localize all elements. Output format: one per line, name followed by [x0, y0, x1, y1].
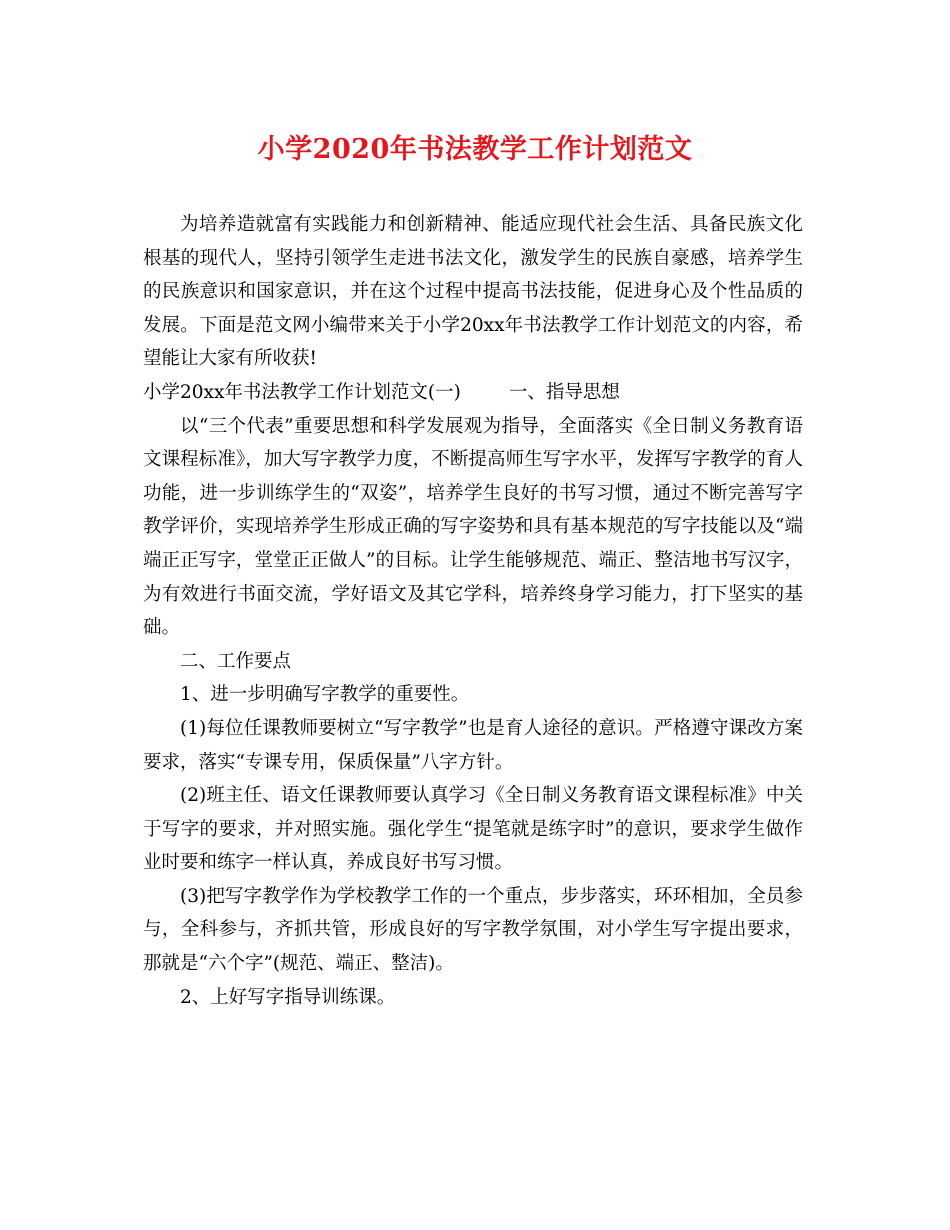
- intro-block: [143, 208, 803, 1014]
- document-title: 小学2020年书法教学工作计划范文: [257, 134, 693, 165]
- item-1: (1)每位任课教师要树立“写字教学”也是育人途径的意识。严格遵守课改方案要求，落实“专课专用，保质保量”八字方针。: [143, 717, 803, 773]
- item-2: (2)班主任、语文任课教师要认真学习《全日制义务教育语文课程标准》中关于写字的要求，并对照实施。强化学生“提笔就是练字时”的意识，要求学生做作业时要和练字一样认真，养成良好书写习惯。: [143, 785, 803, 874]
- subtitle-line: [143, 376, 803, 410]
- point-1: 1、进一步明确写字教学的重要性。: [180, 684, 470, 706]
- paragraph-guiding-ideology: 以“三个代表”重要思想和科学发展观为指导，全面落实《全日制义务教育语文课程标准》，加大写字教学力度，不断提高师生写字水平，发挥写字教学的育人功能，进一步训练学生的“双姿”，培养学生良好的书写习惯，通过不断完善写字教学评价，实现培养学生形成正确的写字姿势和具有基本规范的写字技能以及“端端正正写字，堂堂正正做人”的目标。让学生能够规范、端正、整洁地书写汉字，为有效进行书面交流，学好语文及其它学科，培养终身学习能力，打下坚实的基础。: [143, 415, 803, 639]
- point-2: 2、上好写字指导训练课。: [180, 986, 396, 1008]
- item-3: (3)把写字教学作为学校教学工作的一个重点，步步落实，环环相加，全员参与，全科参与，齐抓共管，形成良好的写字教学氛围，对小学生写字提出要求，那就是“六个字”(规范、端正、整洁)。: [143, 885, 803, 975]
- intro-paragraph: 为培养造就富有实践能力和创新精神、能适应现代社会生活、具备民族文化根基的现代人，坚持引领学生走进书法文化，激发学生的民族自豪感，培养学生的民族意识和国家意识，并在这个过程中提高书法技能，促进身心及个性品质的发展。下面是范文网小编带来关于小学20xx年书法教学工作计划范文的内容，希望能让大家有所收获!: [143, 214, 803, 370]
- subtitle-text: 小学20xx年书法教学工作计划范文(一): [143, 381, 461, 403]
- heading-work-points: 二、工作要点: [180, 650, 292, 672]
- heading-guiding-ideology: 一、指导思想: [508, 381, 620, 403]
